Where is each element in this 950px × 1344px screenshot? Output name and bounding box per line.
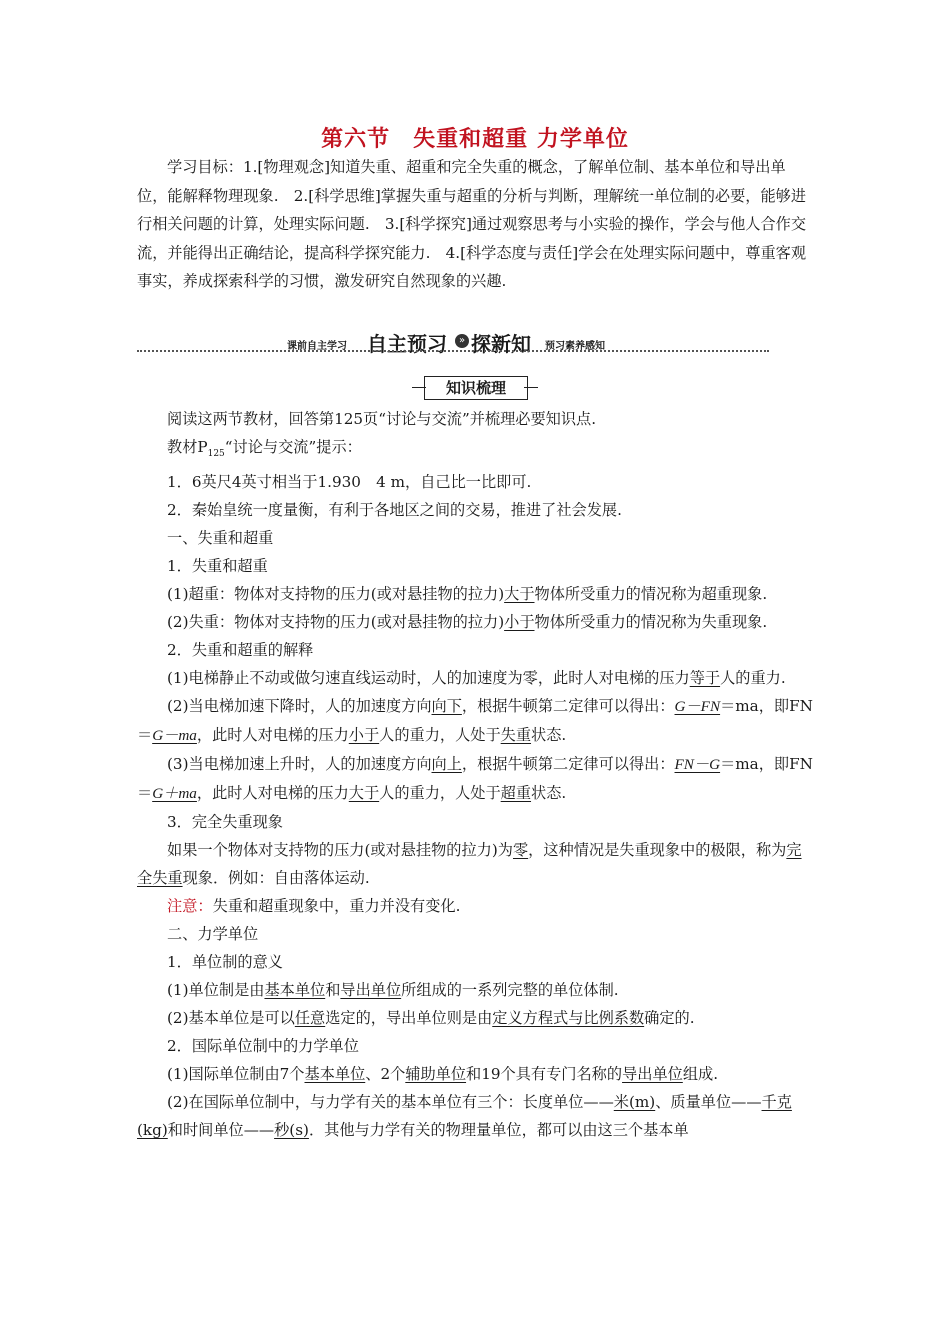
section-banner [137,328,769,354]
subheading: 2．失重和超重的解释 [167,641,314,660]
paragraph: (2)在国际单位制中，与力学有关的基本单位有三个：长度单位——米(m)、质量单位——千克(kg)和时间单位——秒(s)．其他与力学有关的物理量单位，都可以由这三个基本单 [137,1093,792,1140]
paragraph: (2)当电梯加速下降时，人的加速度方向向下，根据牛顿第二定律可以得出：G－FN＝ma，即FN＝G－ma，此时人对电梯的压力小于人的重力，人处于失重状态. [137,697,813,745]
paragraph: 如果一个物体对支持物的压力(或对悬挂物的拉力)为零，这种情况是失重现象中的极限，称为完全失重现象．例如：自由落体运动. [137,841,802,888]
heading: 二、力学单位 [167,925,259,944]
paragraph: (2)基本单位是可以任意选定的，导出单位则是由定义方程式与比例系数确定的. [167,1009,695,1028]
double-arrow-icon: » [455,334,469,348]
heading-line-right [524,387,538,388]
paragraph: (2)失重：物体对支持物的压力(或对悬挂物的拉力)小于物体所受重力的情况称为失重现象. [167,613,768,632]
banner-main-label: 自主预习 [367,332,447,356]
heading: 一、失重和超重 [167,529,274,548]
paragraph: 2．秦始皇统一度量衡，有利于各地区之间的交易，推进了社会发展. [167,501,622,520]
learning-objectives: 学习目标：1.[物理观念]知道失重、超重和完全失重的概念，了解单位制、基本单位和导出单位，能解释物理现象. 2.[科学思维]掌握失重与超重的分析与判断，理解统一单位制的必要，能够进行相关问题的计算，处理实际问题. 3.[科学探究]通过观察思考与小实验的操作，学会与他人合作交流，并能得出正确结论，提高科学探究能力. 4.[科学态度与责任]学会在处理实际问题中，尊重客观事实，养成探索科学的习惯，激发研究自然现象的兴趣. [137,158,807,291]
paragraph: (3)当电梯加速上升时，人的加速度方向向上，根据牛顿第二定律可以得出：FN－G＝ma，即FN＝G＋ma，此时人对电梯的压力大于人的重力，人处于超重状态. [137,755,813,803]
subheading: 1．失重和超重 [167,557,268,576]
subheading: 3．完全失重现象 [167,813,283,832]
paragraph: (1)国际单位制由7个基本单位、2个辅助单位和19个具有专门名称的导出单位组成. [167,1065,719,1084]
note-label: 注意： [167,897,213,916]
paragraph: 教材$P_{125}“$讨论与交流”提示： [167,438,362,460]
page-title: 第六节 失重和超重 力学单位 [321,127,629,152]
paragraph: 1．6英尺4英寸相当于1.930 4 m，自己比一比即可. [167,473,532,492]
paragraph: 阅读这两节教材，回答第125页“讨论与交流”并梳理必要知识点. [167,410,597,428]
content-body [137,405,813,1144]
paragraph: (1)电梯静止不动或做匀速直线运动时，人的加速度为零，此时人对电梯的压力等于人的重力. [167,669,786,688]
banner-main-label-2: 探新知 [471,332,531,356]
paragraph: (1)单位制是由基本单位和导出单位所组成的一系列完整的单位体制. [167,981,619,1000]
dotted-divider [137,350,769,352]
section-title: 知识梳理 [424,376,528,400]
banner-right-label: 预习素养感知 [545,341,605,352]
subheading: 2．国际单位制中的力学单位 [167,1037,359,1056]
banner-left-label: 课前自主学习 [287,341,347,352]
subheading: 1．单位制的意义 [167,953,283,972]
note: 注意：失重和超重现象中，重力并没有变化. [167,897,461,916]
paragraph: (1)超重：物体对支持物的压力(或对悬挂物的拉力)大于物体所受重力的情况称为超重现象. [167,585,768,604]
section-heading [412,376,538,400]
